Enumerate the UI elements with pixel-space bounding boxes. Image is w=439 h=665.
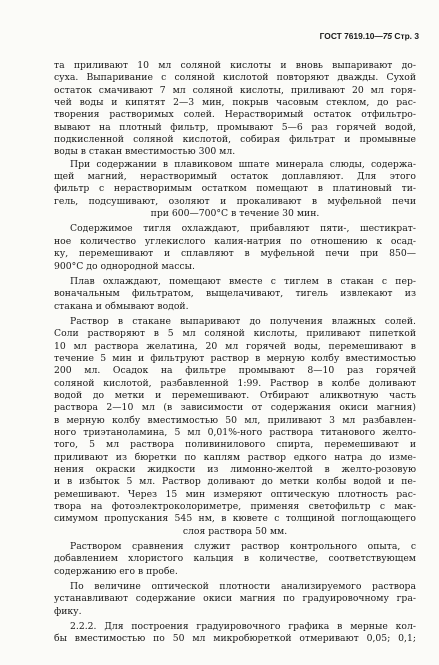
text-line: та приливают 10 мл соляной кислоты и вновь выпаривают до- bbox=[54, 60, 416, 71]
text-line: 2.2.2. Для построения градуировочного графика в мерные кол- bbox=[70, 621, 416, 633]
text-line: воды в стакан вместимостью 300 мл. bbox=[54, 146, 236, 158]
text-line: того, 5 мл раствора поливинилового спирта, перемешивают и bbox=[54, 439, 416, 451]
text-line: соляной кислотой, разбавленной 1:99. Раствор в колбе доливают bbox=[54, 377, 416, 389]
text-line: вывают на плотный фильтр, промывают 5—6 раз горячей водой, bbox=[54, 121, 416, 133]
text-line: добавлением хлористого кальция в количестве, соответствующем bbox=[54, 553, 416, 565]
text-line: слоя раствора 50 мм. bbox=[182, 525, 288, 537]
text-line: 900°С до однородной массы. bbox=[54, 260, 195, 272]
page-number: Стр. 3 bbox=[392, 31, 419, 41]
text-line: гель, подсушивают, озоляют и прокаливают в муфельной печи bbox=[54, 195, 416, 207]
standard-number: ГОСТ 7619.10— bbox=[319, 31, 383, 41]
text-line: в мерную колбу вместимостью 50 мл, приливают 3 мл разбавлен- bbox=[54, 414, 416, 426]
body-text bbox=[54, 60, 416, 646]
text-line: 200 мл. Осадок на фильтре промывают 8—10 раз горячей bbox=[54, 365, 416, 377]
text-line: стакана и обмывают водой. bbox=[54, 300, 189, 312]
text-line: ку, перемешивают и сплавляют в муфельной печи при 850— bbox=[54, 248, 416, 260]
text-line: при 600—700°С в течение 30 мин. bbox=[150, 208, 320, 220]
text-line: бы вместимостью по 50 мл микробюреткой отмеривают 0,05; 0,1; bbox=[54, 633, 416, 645]
text-line: и в избыток 5 мл. Раствор доливают до метки колбы водой и пе- bbox=[54, 476, 416, 488]
text-line: симумом пропускания 545 нм, в кювете с толщиной поглощающего bbox=[54, 513, 416, 525]
text-line: ного триэтаноламина, 5 мл 0,01%-ного раствора титанового желто- bbox=[54, 426, 416, 438]
text-line: При содержании в плавиковом шпате минерала слюды, содержа- bbox=[70, 158, 416, 170]
text-line: устанавливают содержание окиси магния по градуировочному гра- bbox=[54, 593, 416, 605]
text-line: раствора 2—10 мл (в зависимости от содержания окиси магния) bbox=[54, 402, 416, 414]
text-line: Раствором сравнения служит раствор контрольного опыта, с bbox=[70, 541, 416, 553]
text-line: остаток смачивают 7 мл соляной кислоты, приливают 20 мл горя- bbox=[54, 84, 416, 96]
text-line: приливают из бюретки по каплям раствор едкого натра до изме- bbox=[54, 451, 416, 463]
text-line: щей магний, нерастворимый остаток доплавляют. Для этого bbox=[54, 171, 416, 183]
text-line: суха. Выпаривание с соляной кислотой повторяют дважды. Сухой bbox=[54, 72, 416, 84]
text-line: Соли растворяют в 5 мл соляной кислоты, приливают пипеткой bbox=[54, 328, 416, 340]
text-line: содержанию его в пробе. bbox=[54, 565, 178, 577]
text-line: Раствор в стакане выпаривают до получения влажных солей. bbox=[70, 315, 416, 327]
text-line: твора на фотоэлектроколориметре, применяя светофильтр с мак- bbox=[54, 501, 416, 513]
standard-year: 75 bbox=[382, 31, 393, 41]
text-line: По величине оптической плотности анализируемого раствора bbox=[70, 581, 416, 593]
text-line: водой до метки и перемешивают. Отбирают аликвотную часть bbox=[54, 389, 416, 401]
text-line: ремешивают. Через 15 мин измеряют оптическую плотность рас- bbox=[54, 488, 416, 500]
text-line: фильтр с нерастворимым остатком помещают в платиновый ти- bbox=[54, 183, 416, 195]
text-line: подкисленной соляной кислотой, собирая фильтрат и промывные bbox=[54, 134, 416, 146]
text-line: фику. bbox=[54, 605, 82, 617]
text-line: чей воды и кипятят 2—3 мин, покрыв часовым стеклом, до рас- bbox=[54, 97, 416, 109]
text-line: 10 мл раствора желатина, 20 мл горячей воды, перемешивают в bbox=[54, 340, 416, 352]
text-line: ное количество углекислого калия-натрия по отношению к осад- bbox=[54, 235, 416, 247]
running-header bbox=[320, 31, 419, 41]
text-line: нения окраски жидкости из лимонно-желтой в желто-розовую bbox=[54, 464, 416, 475]
text-line: творения растворимых солей. Нерастворимый остаток отфильтро- bbox=[54, 109, 416, 121]
text-line: течение 5 мин и фильтруют раствор в мерную колбу вместимостью bbox=[54, 352, 416, 364]
text-line: Содержимое тигля охлаждают, прибавляют пяти-, шестикрат- bbox=[70, 223, 416, 235]
text-line: воначальным фильтратом, выщелачивают, тигель извлекают из bbox=[54, 288, 416, 300]
text-line: Плав охлаждают, помещают вместе с тиглем в стакан с пер- bbox=[70, 275, 416, 287]
